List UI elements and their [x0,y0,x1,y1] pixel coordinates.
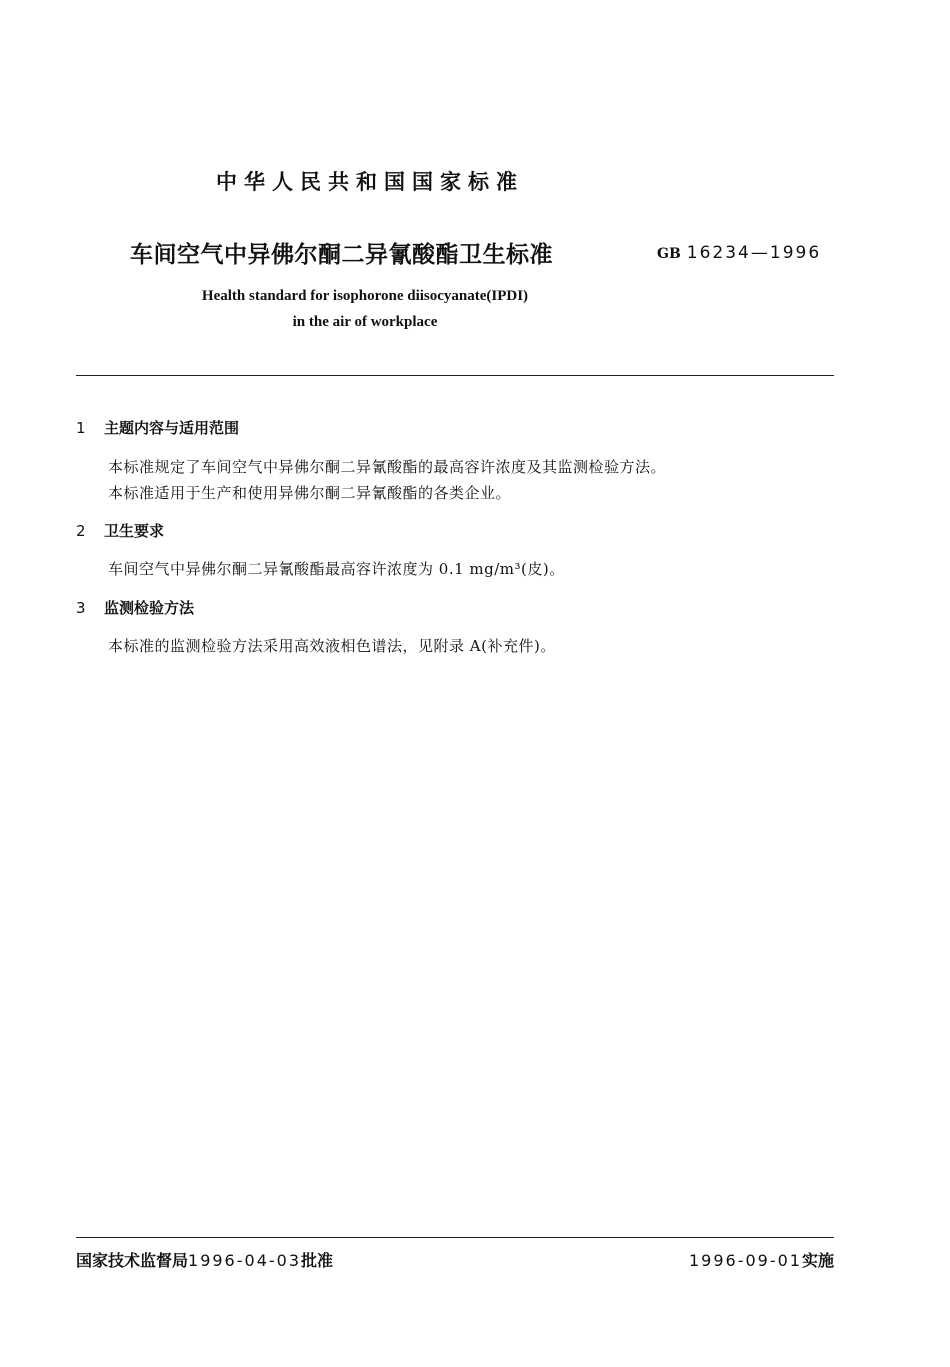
effective-info [660,1248,834,1271]
document-title-cn: 车间空气中异佛尔酮二异氰酸酯卫生标准 [130,242,553,268]
section-number: 2 [76,522,86,540]
section-heading [76,417,239,438]
approval-info [76,1248,333,1271]
issuer: 国家技术监督局 [76,1251,189,1270]
footer-divider [76,1237,834,1238]
section-number: 1 [76,419,86,437]
approve-label: 批准 [301,1251,334,1270]
document-title-en-line1: Health standard for isophorone diisocyanate(IPDI) [201,288,529,304]
standard-code [657,243,821,263]
national-standard-heading: 中华人民共和国国家标准 [216,170,524,194]
section-paragraph: 本标准适用于生产和使用异佛尔酮二异氰酸酯的各类企业。 [108,484,512,502]
section-paragraph: 本标准的监测检验方法采用高效液相色谱法，见附录 A(补充件)。 [108,637,556,655]
section-paragraph: 车间空气中异佛尔酮二异氰酸酯最高容许浓度为 0.1 mg/m³(皮)。 [108,560,565,578]
document-title-en-line2: in the air of workplace [292,314,438,330]
standard-code-prefix: GB [657,246,681,262]
section-title: 主题内容与适用范围 [104,419,240,437]
section-paragraph: 本标准规定了车间空气中异佛尔酮二异氰酸酯的最高容许浓度及其监测检验方法。 [108,458,667,476]
standard-code-number: 16234—1996 [686,243,822,263]
section-title: 卫生要求 [104,522,165,540]
effective-date: 1996-09-01 [689,1251,802,1270]
section-title: 监测检验方法 [104,599,195,617]
section-heading [76,597,194,618]
section-heading [76,520,164,541]
section-number: 3 [76,599,86,617]
header-divider [76,375,834,376]
effective-label: 实施 [801,1251,834,1270]
approve-date: 1996-04-03 [188,1251,301,1270]
